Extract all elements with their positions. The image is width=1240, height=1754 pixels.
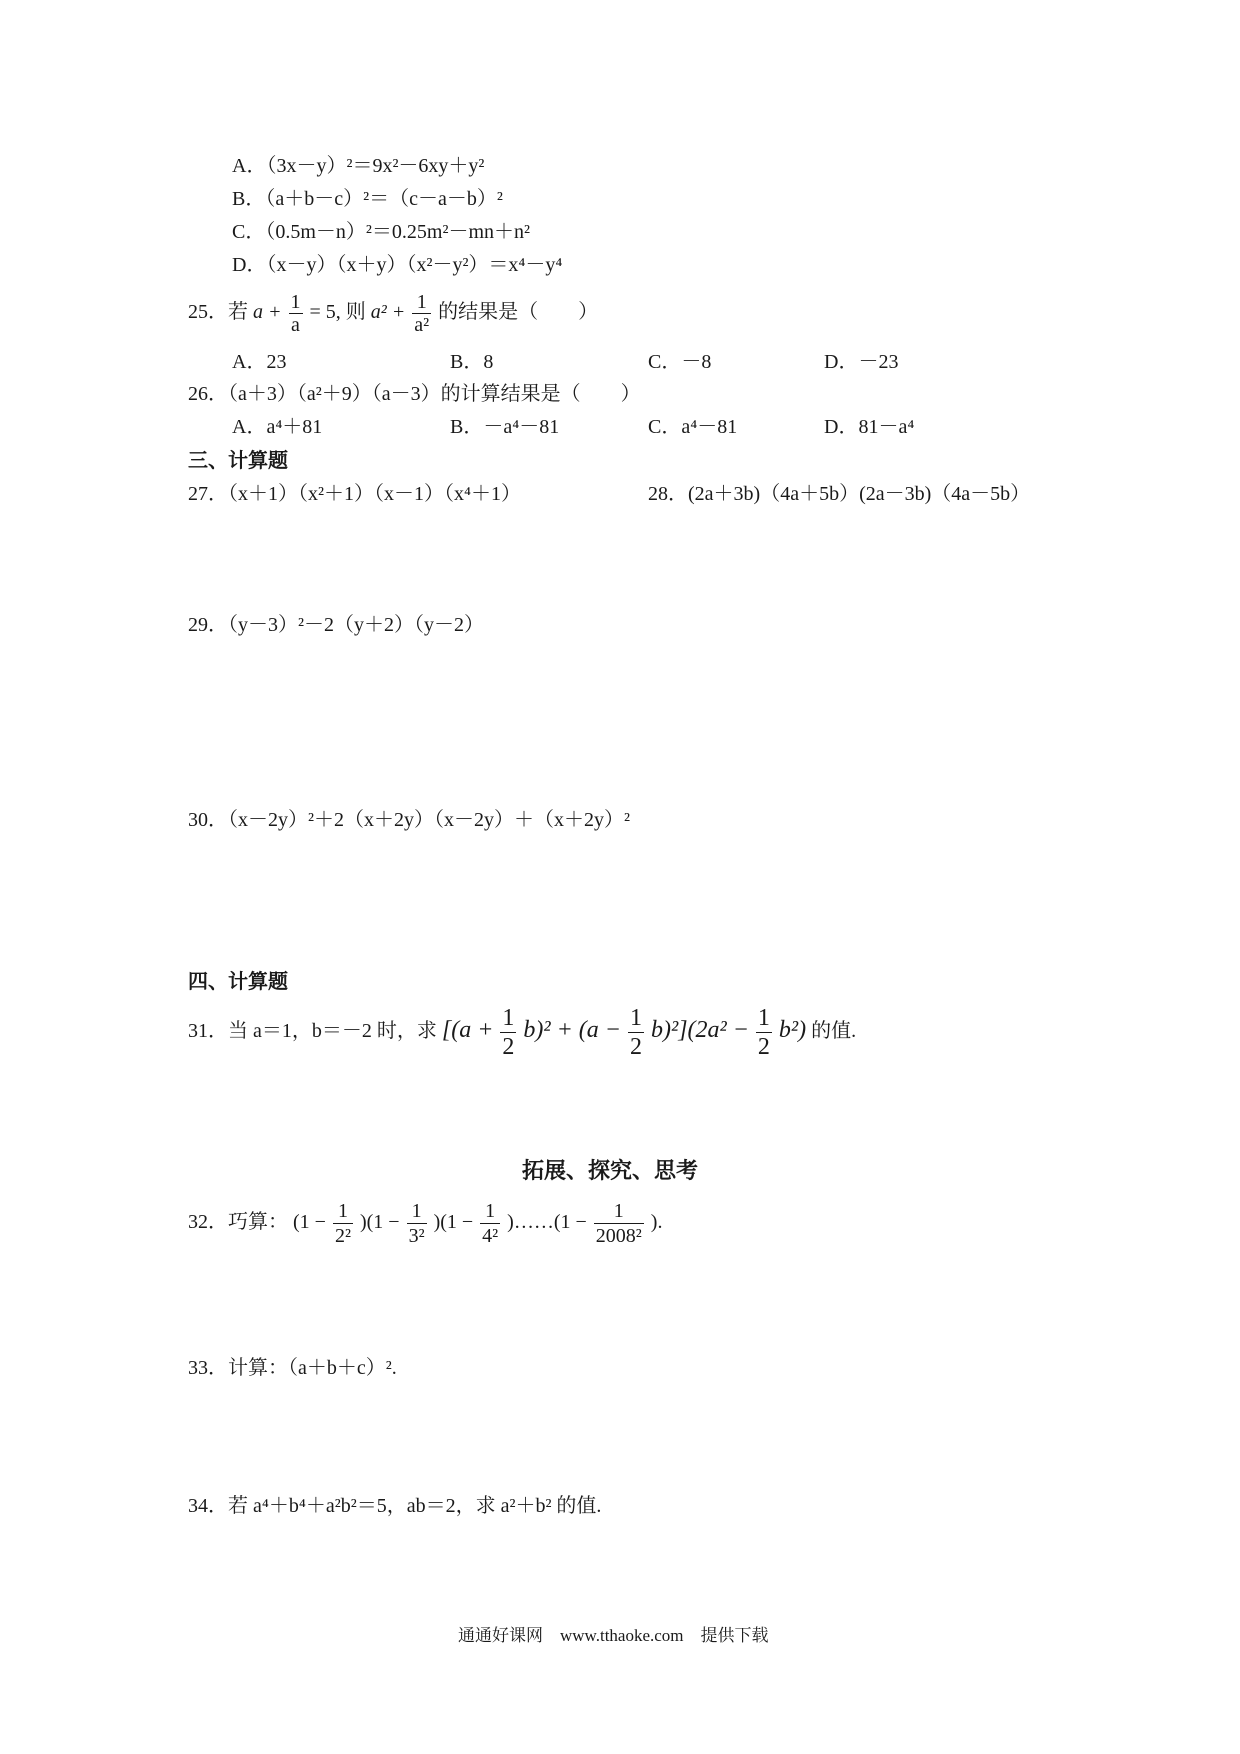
q32-frac2-denominator: 3² — [408, 1224, 425, 1247]
q25-option-d: D．－23 — [824, 351, 899, 373]
q31-fraction-3 — [756, 1004, 772, 1061]
q32-term2-open: )(1 − — [359, 1211, 400, 1233]
question-32 — [188, 1194, 662, 1250]
question-33: 33．计算：（a＋b＋c）². — [188, 1357, 397, 1379]
q25-cond-lhs: a + — [253, 301, 282, 323]
q32-fraction-4 — [594, 1199, 644, 1248]
q31-prefix: 31．当 a＝1，b＝－2 时，求 — [188, 1020, 437, 1042]
q32-term1-open: (1 − — [293, 1211, 326, 1233]
question-30: 30．（x－2y）²＋2（x＋2y）（x－2y）＋（x＋2y）² — [188, 809, 630, 831]
q32-frac1-denominator: 2² — [334, 1224, 351, 1247]
section-4-heading: 四、计算题 — [188, 971, 288, 993]
q32-frac4-denominator: 2008² — [595, 1224, 642, 1247]
page-footer: 通通好课网 www.tthaoke.com 提供下载 — [458, 1626, 769, 1645]
question-26: 26．（a＋3）（a²＋9）（a－3）的计算结果是（ ） — [188, 383, 641, 405]
q25-suffix: 的结果是（ ） — [438, 301, 599, 323]
q25-frac1-denominator: a — [291, 313, 300, 336]
q25-prefix: 若 — [228, 301, 248, 323]
q31-suffix: 的值. — [811, 1020, 857, 1042]
question-27: 27．（x＋1）（x²＋1）（x－1）（x⁴＋1） — [188, 483, 521, 505]
q31-frac3-denominator: 2 — [757, 1033, 770, 1060]
q25-option-c: C．－8 — [648, 351, 712, 373]
q25-expr-lhs: a² + — [370, 301, 406, 323]
q26-option-c: C．a⁴－81 — [648, 416, 738, 438]
q24-option-d: D．（x－y）（x＋y）（x²－y²）＝x⁴－y⁴ — [232, 254, 563, 276]
q24-option-c: C．（0.5m－n）²＝0.25m²－mn＋n² — [232, 221, 530, 243]
question-25 — [188, 286, 598, 338]
q32-prefix: 32．巧算： — [188, 1211, 288, 1233]
question-34: 34．若 a⁴＋b⁴＋a²b²＝5，ab＝2，求 a²＋b² 的值. — [188, 1495, 602, 1517]
section-3-heading: 三、计算题 — [188, 450, 288, 472]
q25-frac2-numerator: 1 — [412, 291, 431, 314]
q31-frac2-denominator: 2 — [630, 1033, 642, 1060]
q24-option-a: A．（3x－y）²＝9x²－6xy＋y² — [232, 155, 485, 177]
q25-option-a: A．23 — [232, 351, 287, 373]
q25-frac2-denominator: a² — [414, 313, 430, 336]
q31-part4: b²) — [778, 1017, 807, 1043]
q31-fraction-1 — [500, 1004, 516, 1061]
question-31 — [188, 998, 856, 1063]
q31-part2: b)² + (a − — [523, 1017, 621, 1043]
q31-frac1-denominator: 2 — [502, 1033, 515, 1060]
q32-frac3-numerator: 1 — [480, 1199, 500, 1224]
q31-part3: b)²](2a² − — [651, 1017, 749, 1043]
question-29: 29．（y－3）²－2（y＋2）（y－2） — [188, 614, 484, 636]
q25-fraction-2 — [412, 291, 431, 336]
q26-option-d: D．81－a⁴ — [824, 416, 915, 438]
q32-frac2-numerator: 1 — [407, 1199, 427, 1224]
q31-frac1-numerator: 1 — [502, 1004, 515, 1031]
question-28: 28．(2a＋3b)（4a＋5b）(2a－3b)（4a－5b） — [648, 483, 1031, 505]
q25-cond-rhs: = 5, 则 — [309, 301, 366, 323]
q31-frac2-numerator: 1 — [630, 1004, 642, 1031]
q26-option-b: B．－a⁴－81 — [450, 416, 560, 438]
q25-option-b: B．8 — [450, 351, 494, 373]
extension-title: 拓展、探究、思考 — [522, 1158, 699, 1183]
q32-term3-open: )(1 − — [433, 1211, 474, 1233]
q32-fraction-3 — [480, 1199, 500, 1248]
q25-frac1-numerator: 1 — [290, 290, 301, 313]
q32-frac3-denominator: 4² — [482, 1224, 499, 1247]
q32-ellipsis: )……(1 − — [507, 1211, 587, 1233]
q24-option-b: B．（a＋b－c）²＝（c－a－b）² — [232, 188, 503, 210]
q32-frac4-numerator: 1 — [594, 1199, 644, 1224]
q32-fraction-1 — [333, 1199, 353, 1248]
q32-fraction-2 — [407, 1199, 427, 1248]
q31-part1: [(a + — [441, 1017, 494, 1043]
q25-number: 25． — [188, 301, 228, 323]
q26-option-a: A．a⁴＋81 — [232, 416, 323, 438]
q32-close: ). — [650, 1211, 663, 1233]
q31-frac3-numerator: 1 — [757, 1004, 770, 1031]
q25-fraction-1 — [289, 291, 303, 336]
q31-fraction-2 — [628, 1004, 644, 1061]
q32-frac1-numerator: 1 — [333, 1199, 353, 1224]
